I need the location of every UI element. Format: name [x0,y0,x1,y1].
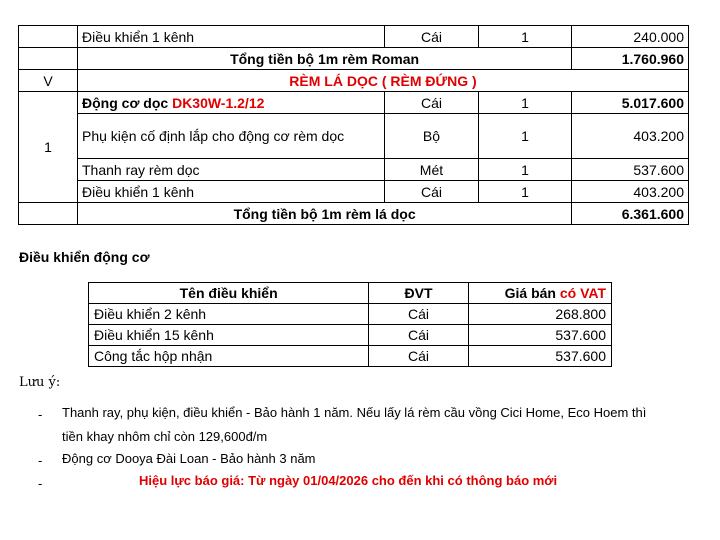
item-unit: Mét [384,159,478,181]
control-name: Công tắc hộp nhận [89,346,369,367]
bullet-dash: - [38,476,43,491]
header-name: Tên điều khiển [89,283,369,304]
motor-label: Động cơ dọc [82,94,173,111]
item-price: 403.200 [572,181,689,203]
item-name: Điều khiển 1 kênh [78,26,385,48]
item-qty: 1 [478,92,571,114]
item-unit: Cái [384,92,478,114]
item-unit: Cái [384,26,478,48]
control-unit: Cái [369,304,469,325]
validity-notice: Hiệu lực báo giá: Từ ngày 01/04/2026 cho đến khi có thông báo mới [139,473,558,488]
control-price: 537.600 [468,346,611,367]
table-row [89,325,612,346]
item-name: Thanh ray rèm dọc [78,159,385,181]
motor-model: DK30W-1.2/12 [172,94,265,111]
item-price: 403.200 [572,114,689,159]
index-cell [19,26,78,48]
control-price: 537.600 [468,325,611,346]
header-price-vat: có VAT [559,285,606,301]
controls-section-title: Điều khiển động cơ [19,249,150,265]
item-name: Điều khiển 1 kênh [78,181,385,203]
index-cell [19,48,78,70]
control-unit: Cái [369,346,469,367]
table-row [19,26,689,48]
control-name: Điều khiển 15 kênh [89,325,369,346]
table-header-row [89,283,612,304]
quotation-table [18,25,689,225]
table-row [19,114,689,159]
item-qty: 1 [478,114,571,159]
note-line: Động cơ Dooya Đài Loan - Bảo hành 3 năm [62,451,316,466]
total-value: 1.760.960 [572,48,689,70]
total-label: Tổng tiền bộ 1m rèm lá dọc [78,203,572,225]
item-qty: 1 [478,159,571,181]
note-line: Thanh ray, phụ kiện, điều khiển - Bảo hành 1 năm. Nếu lấy lá rèm cầu vồng Cici Home, Eco Hoem thì [62,405,647,420]
bullet-dash: - [38,453,43,468]
item-price: 537.600 [572,159,689,181]
item-name: Phụ kiện cố định lắp cho động cơ rèm dọc [78,114,385,159]
group-index: 1 [19,92,78,203]
control-name: Điều khiển 2 kênh [89,304,369,325]
item-price: 5.017.600 [572,92,689,114]
item-price: 240.000 [572,26,689,48]
control-price: 268.800 [468,304,611,325]
item-unit: Cái [384,181,478,203]
item-qty: 1 [478,26,571,48]
bullet-dash: - [38,407,43,422]
controls-table [88,282,612,367]
table-row [19,92,689,114]
table-row [19,181,689,203]
total-row-vertical [19,203,689,225]
notes-heading: Lưu ý: [19,375,61,390]
header-price-label: Giá bán [504,285,560,301]
section-row [19,70,689,92]
header-unit: ĐVT [369,283,469,304]
index-cell [19,203,78,225]
table-row [89,304,612,325]
item-name [78,92,385,114]
item-unit: Bộ [384,114,478,159]
table-row [89,346,612,367]
control-unit: Cái [369,325,469,346]
header-price [468,283,611,304]
section-title: RÈM LÁ DỌC ( RÈM ĐỨNG ) [78,70,689,92]
note-line: tiền khay nhôm chỉ còn 129,600đ/m [62,429,268,444]
total-label: Tổng tiền bộ 1m rèm Roman [78,48,572,70]
total-row-roman [19,48,689,70]
section-index: V [19,70,78,92]
item-qty: 1 [478,181,571,203]
total-value: 6.361.600 [572,203,689,225]
table-row [19,159,689,181]
